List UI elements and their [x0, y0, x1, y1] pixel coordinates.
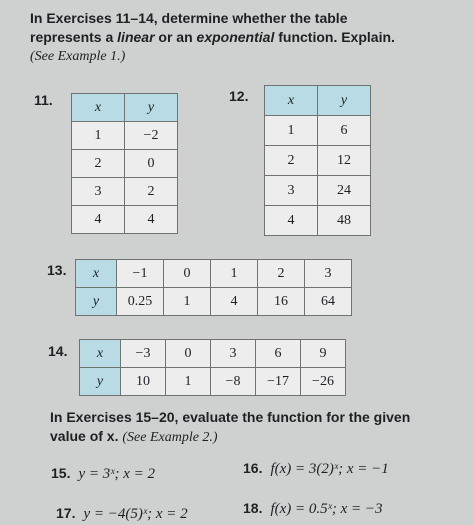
see-example-2: (See Example 2.)	[122, 430, 218, 445]
instructions-text: represents a	[30, 29, 118, 45]
header-x: x	[80, 340, 121, 368]
exercise-11-number: 11.	[34, 92, 53, 108]
table-cell: 0	[164, 260, 211, 288]
header-x: x	[265, 86, 318, 116]
table-cell: 10	[121, 368, 166, 396]
instructions-text: value of x.	[50, 428, 119, 444]
table-cell: 3	[305, 260, 352, 288]
table-row	[265, 206, 371, 236]
table-cell: 6	[256, 340, 301, 368]
exercise-expression: y = 3ˣ; x = 2	[78, 466, 156, 482]
exercise-14-table	[79, 339, 346, 396]
table-cell: 9	[301, 340, 346, 368]
table-cell: 1	[211, 260, 258, 288]
table-cell: 1	[265, 116, 318, 146]
table-cell: −26	[301, 368, 346, 396]
exercise-expression: y = −4(5)ˣ; x = 2	[83, 506, 188, 522]
table-row-x	[80, 340, 346, 368]
table-cell: 4	[125, 206, 178, 234]
table-row	[265, 176, 371, 206]
exercise-14-number: 14.	[48, 343, 68, 359]
table-cell: −8	[211, 368, 256, 396]
instructions-line-2	[30, 28, 460, 47]
table-row	[265, 116, 371, 146]
header-x: x	[72, 94, 125, 122]
exercise-15	[51, 465, 155, 483]
instructions-text: or an	[154, 29, 197, 45]
table-cell: 3	[72, 178, 125, 206]
header-y: y	[318, 86, 371, 116]
header-y: y	[76, 288, 117, 316]
linear-term: linear	[117, 29, 155, 45]
instructions-line-2	[50, 427, 460, 447]
instructions-11-14	[30, 9, 460, 66]
table-cell: 2	[125, 178, 178, 206]
exercise-expression: f(x) = 0.5ˣ; x = −3	[270, 501, 383, 517]
exercise-18	[243, 500, 383, 518]
table-row-y	[80, 368, 346, 396]
exercise-13-number: 13.	[47, 262, 67, 278]
exercise-number: 18.	[243, 500, 263, 516]
table-cell: 2	[265, 146, 318, 176]
table-header-row	[72, 94, 178, 122]
table-cell: 3	[265, 176, 318, 206]
table-row-y	[76, 288, 352, 316]
exercise-12-table	[264, 85, 371, 236]
table-cell: −2	[125, 122, 178, 150]
exponential-term: exponential	[196, 29, 275, 45]
exercise-12-number: 12.	[229, 88, 249, 104]
table-cell: 3	[211, 340, 256, 368]
table-header-row	[265, 86, 371, 116]
table-cell: 2	[258, 260, 305, 288]
instructions-15-20	[50, 408, 460, 447]
header-x: x	[76, 260, 117, 288]
instructions-text: function. Explain.	[274, 29, 395, 45]
table-cell: 0	[166, 340, 211, 368]
table-cell: 48	[318, 206, 371, 236]
table-cell: 6	[318, 116, 371, 146]
table-row-x	[76, 260, 352, 288]
table-cell: 4	[211, 288, 258, 316]
table-cell: 1	[72, 122, 125, 150]
exercise-11-table	[71, 93, 178, 234]
table-row	[72, 178, 178, 206]
exercise-17	[56, 505, 188, 523]
table-cell: 1	[164, 288, 211, 316]
header-y: y	[125, 94, 178, 122]
exercise-16	[243, 460, 389, 478]
exercise-expression: f(x) = 3(2)ˣ; x = −1	[270, 461, 389, 477]
table-cell: −1	[117, 260, 164, 288]
table-row	[72, 206, 178, 234]
instructions-line-1: In Exercises 11–14, determine whether the table	[30, 10, 348, 26]
table-cell: −3	[121, 340, 166, 368]
table-row	[72, 150, 178, 178]
table-cell: 16	[258, 288, 305, 316]
table-cell: 1	[166, 368, 211, 396]
exercise-number: 15.	[51, 465, 71, 481]
table-cell: 64	[305, 288, 352, 316]
see-example-1: (See Example 1.)	[30, 49, 126, 64]
table-cell: 4	[265, 206, 318, 236]
exercise-13-table	[75, 259, 352, 316]
table-cell: 4	[72, 206, 125, 234]
table-row	[72, 122, 178, 150]
table-row	[265, 146, 371, 176]
instructions-line-1: In Exercises 15–20, evaluate the function for the given	[50, 409, 411, 425]
table-cell: 12	[318, 146, 371, 176]
exercise-number: 17.	[56, 505, 76, 521]
exercise-number: 16.	[243, 460, 263, 476]
table-cell: 24	[318, 176, 371, 206]
header-y: y	[80, 368, 121, 396]
table-cell: −17	[256, 368, 301, 396]
table-cell: 2	[72, 150, 125, 178]
table-cell: 0.25	[117, 288, 164, 316]
table-cell: 0	[125, 150, 178, 178]
